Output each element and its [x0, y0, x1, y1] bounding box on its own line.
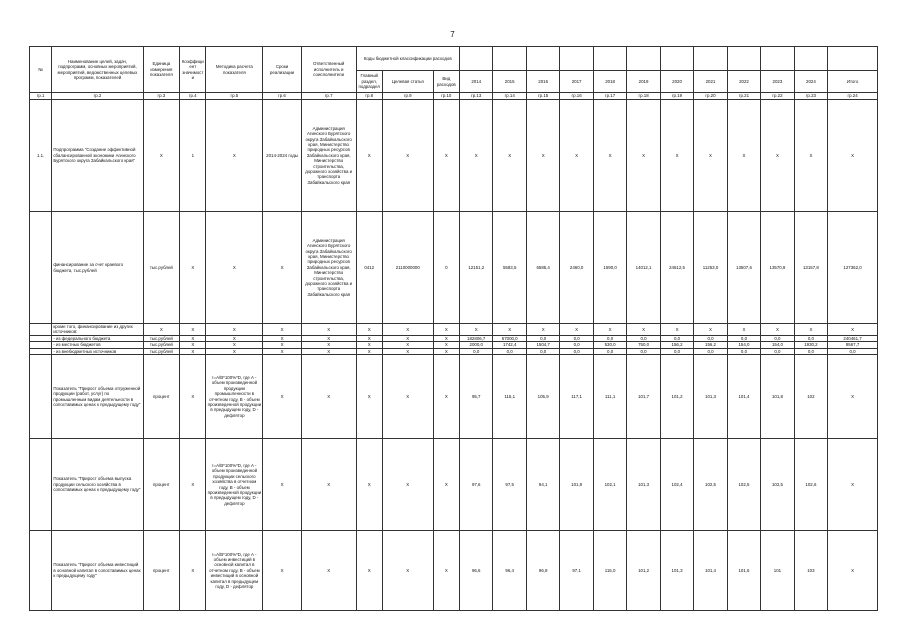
- table-cell: Х: [180, 531, 206, 611]
- header-blank: [794, 47, 827, 71]
- table-row: [30, 531, 878, 611]
- table-cell: 2000,0: [459, 342, 492, 348]
- column-number-cell: гр.24: [828, 93, 878, 100]
- table-cell: Администрация Агинского Бурятского округа Забайкальского края, Министерство природных ресурсов Забайкальского края, Министерство строительства, дорожного хозяйства и транспорта Забайкальского края: [301, 100, 356, 212]
- table-cell: 182806,7: [459, 335, 492, 341]
- table-cell: 95,7: [459, 355, 492, 439]
- table-cell: 115,0: [593, 531, 626, 611]
- table-cell: 101,2: [627, 531, 660, 611]
- table-cell: Х: [493, 324, 526, 336]
- table-cell: Х: [301, 439, 356, 531]
- table-cell: процент: [143, 355, 180, 439]
- table-cell: Х: [263, 439, 302, 531]
- table-cell: Х: [180, 324, 206, 336]
- table-cell: 0,0: [560, 335, 593, 341]
- table-cell: 13507,6: [727, 212, 760, 324]
- table-cell: процент: [143, 439, 180, 531]
- table-cell: 57000,0: [493, 335, 526, 341]
- table-cell: 101,6: [727, 531, 760, 611]
- header-blank: [560, 47, 593, 71]
- table-cell: Х: [560, 324, 593, 336]
- table-cell: 0,0: [493, 348, 526, 354]
- table-cell: Х: [627, 100, 660, 212]
- row-name-cell: кроме того, финансирование из других источников:: [52, 324, 143, 336]
- header-year: 2016: [526, 71, 559, 93]
- row-name-cell: Показатель "Прирост объема отгруженной продукции (работ, услуг) по промышленным видам деятельности в сопоставимых ценах к предыдущему году": [52, 355, 143, 439]
- table-cell: Х: [143, 100, 180, 212]
- table-cell: Х: [526, 100, 559, 212]
- table-cell: Х: [828, 439, 878, 531]
- table-cell: 0,0: [794, 348, 827, 354]
- table-cell: Х: [263, 348, 302, 354]
- table-cell: 0,0: [459, 348, 492, 354]
- table-cell: [30, 439, 52, 531]
- header-year: 2017: [560, 71, 593, 93]
- table-row: [30, 212, 878, 324]
- table-cell: Х: [660, 100, 693, 212]
- table-cell: 117,1: [560, 355, 593, 439]
- header-year: 2021: [694, 71, 727, 93]
- column-number-cell: гр.9: [382, 93, 433, 100]
- column-number-cell: гр.7: [301, 93, 356, 100]
- table-cell: Х: [143, 324, 180, 336]
- column-number-cell: гр.6: [263, 93, 302, 100]
- table-cell: [30, 324, 52, 336]
- header-year: 2018: [593, 71, 626, 93]
- table-cell: Х: [301, 324, 356, 336]
- header-num: №: [30, 47, 52, 93]
- page-number: 7: [450, 30, 455, 39]
- table-cell: Х: [356, 342, 382, 348]
- header-blank: [593, 47, 626, 71]
- header-blank: [493, 47, 526, 71]
- table-cell: 0,0: [526, 348, 559, 354]
- header-blank: [660, 47, 693, 71]
- header-year: 2024: [794, 71, 827, 93]
- table-cell: Х: [263, 355, 302, 439]
- table-cell: 1590,0: [593, 212, 626, 324]
- header-code-type: Вид расходов: [433, 71, 459, 93]
- table-cell: Х: [356, 355, 382, 439]
- table-cell: [30, 355, 52, 439]
- table-cell: Х: [459, 324, 492, 336]
- header-year: 2019: [627, 71, 660, 93]
- header-blank: [761, 47, 794, 71]
- table-cell: 101,3: [694, 355, 727, 439]
- header-budget-codes: Коды бюджетной классификации расходов: [356, 47, 459, 71]
- table-cell: Х: [828, 355, 878, 439]
- table-cell: Х: [356, 348, 382, 354]
- table-cell: 0,0: [526, 335, 559, 341]
- column-number-cell: гр.4: [180, 93, 206, 100]
- table-cell: Х: [828, 324, 878, 336]
- table-cell: Х: [382, 100, 433, 212]
- table-cell: Х: [356, 531, 382, 611]
- table-cell: 101,4: [694, 531, 727, 611]
- row-name-cell: - из местных бюджетов: [52, 342, 143, 348]
- header-blank: [828, 47, 878, 71]
- table-cell: 530,0: [593, 342, 626, 348]
- table-cell: 102,5: [727, 439, 760, 531]
- table-cell: процент: [143, 531, 180, 611]
- table-cell: Х: [694, 100, 727, 212]
- table-cell: Х: [493, 100, 526, 212]
- table-cell: I=A/B*100%*D, где A - объем произведенной продукции сельского хозяйства в отчетном году, B - объем произведенной продукции в предыдущем году, D - дефлятор: [206, 439, 263, 531]
- table-cell: Х: [727, 100, 760, 212]
- table-cell: 0,0: [660, 335, 693, 341]
- table-cell: 127362,0: [828, 212, 878, 324]
- table-cell: Х: [526, 324, 559, 336]
- table-cell: Х: [433, 100, 459, 212]
- header-blank: [459, 47, 492, 71]
- header-name: Наименование целей, задач, подпрограмм, основных мероприятий, мероприятий, ведомственных целевых программ, показателей: [52, 47, 143, 93]
- table-cell: 97,5: [493, 439, 526, 531]
- table-cell: Х: [660, 324, 693, 336]
- table-cell: 11253,0: [694, 212, 727, 324]
- table-cell: 750,0: [627, 342, 660, 348]
- table-cell: Х: [459, 100, 492, 212]
- table-cell: Х: [263, 212, 302, 324]
- header-blank: [526, 47, 559, 71]
- column-number-cell: гр.23: [794, 93, 827, 100]
- column-number-cell: гр.17: [593, 93, 626, 100]
- table-cell: 1742,4: [493, 342, 526, 348]
- table-cell: 6585,4: [526, 212, 559, 324]
- table-cell: тыс.рублей: [143, 335, 180, 341]
- header-code-section: Главный раздел, подраздел: [356, 71, 382, 93]
- table-cell: 101,8: [761, 355, 794, 439]
- table-cell: 102,1: [593, 439, 626, 531]
- table-cell: Х: [356, 439, 382, 531]
- column-number-cell: гр.5: [206, 93, 263, 100]
- table-cell: 102: [794, 355, 827, 439]
- table-cell: 154,0: [761, 342, 794, 348]
- table-cell: 0,0: [560, 342, 593, 348]
- table-cell: Х: [794, 324, 827, 336]
- header-total: Итого: [828, 71, 878, 93]
- table-cell: 101,7: [627, 355, 660, 439]
- table-cell: Х: [433, 439, 459, 531]
- table-cell: Х: [180, 439, 206, 531]
- table-cell: Х: [301, 355, 356, 439]
- header-year: 2014: [459, 71, 492, 93]
- table-cell: Х: [356, 324, 382, 336]
- table-cell: 0,0: [593, 335, 626, 341]
- table-row: [30, 439, 878, 531]
- table-cell: Х: [206, 335, 263, 341]
- table-cell: Х: [382, 439, 433, 531]
- column-number-cell: гр.8: [356, 93, 382, 100]
- table-cell: Х: [382, 324, 433, 336]
- table-cell: 0: [433, 212, 459, 324]
- table-cell: Х: [180, 348, 206, 354]
- table-row: [30, 355, 878, 439]
- column-number-cell: гр.15: [526, 93, 559, 100]
- table-cell: Х: [301, 348, 356, 354]
- table-cell: 0,0: [828, 348, 878, 354]
- table-cell: 101: [761, 531, 794, 611]
- program-table: [29, 46, 878, 611]
- table-cell: Х: [694, 324, 727, 336]
- column-number-cell: гр.22: [761, 93, 794, 100]
- table-cell: Х: [382, 335, 433, 341]
- table-cell: Х: [356, 100, 382, 212]
- column-number-cell: гр.16: [560, 93, 593, 100]
- header-responsible: Ответственный исполнитель и соисполнители: [301, 47, 356, 93]
- table-cell: 102,4: [660, 439, 693, 531]
- table-cell: 14012,1: [627, 212, 660, 324]
- table-cell: 154,0: [727, 342, 760, 348]
- column-number-cell: гр.19: [660, 93, 693, 100]
- table-cell: Х: [433, 531, 459, 611]
- table-cell: 102,6: [794, 439, 827, 531]
- row-name-cell: Подпрограмма "Создание эффективной сбалансированной экономики Агинского Бурятского округа Забайкальского края": [52, 100, 143, 212]
- table-cell: Х: [382, 531, 433, 611]
- table-cell: 1930,2: [794, 342, 827, 348]
- table-cell: 0,0: [627, 335, 660, 341]
- table-cell: Х: [206, 342, 263, 348]
- table-cell: 0,0: [794, 335, 827, 341]
- table-cell: Х: [382, 355, 433, 439]
- table-cell: 9567,7: [828, 342, 878, 348]
- table-cell: Х: [433, 355, 459, 439]
- column-number-cell: гр.2: [52, 93, 143, 100]
- table-cell: 97,6: [459, 439, 492, 531]
- table-cell: Х: [206, 324, 263, 336]
- table-cell: [30, 212, 52, 324]
- table-cell: Х: [382, 348, 433, 354]
- table-cell: 2110000000: [382, 212, 433, 324]
- table-cell: 111,1: [593, 355, 626, 439]
- table-cell: 0412: [356, 212, 382, 324]
- table-cell: 2460,0: [560, 212, 593, 324]
- header-year: 2023: [761, 71, 794, 93]
- table-cell: 5583,5: [493, 212, 526, 324]
- column-number-cell: гр.13: [459, 93, 492, 100]
- table-cell: Х: [206, 100, 263, 212]
- table-cell: Х: [180, 335, 206, 341]
- table-cell: тыс.рублей: [143, 342, 180, 348]
- table-cell: Х: [828, 100, 878, 212]
- table-cell: 0,0: [660, 348, 693, 354]
- header-period: Сроки реализации: [263, 47, 302, 93]
- table-cell: 13570,9: [761, 212, 794, 324]
- table-cell: Х: [180, 212, 206, 324]
- table-cell: 105,9: [526, 355, 559, 439]
- table-cell: 0,0: [593, 348, 626, 354]
- table-cell: Х: [627, 324, 660, 336]
- table-cell: Х: [433, 324, 459, 336]
- table-cell: 12151,2: [459, 212, 492, 324]
- table-cell: 101,3: [660, 531, 693, 611]
- table-cell: Х: [263, 342, 302, 348]
- table-cell: 1.1.: [30, 100, 52, 212]
- table-cell: 103: [794, 531, 827, 611]
- table-cell: 240461,7: [828, 335, 878, 341]
- column-number-cell: гр.21: [727, 93, 760, 100]
- table-cell: 101,4: [727, 355, 760, 439]
- table-cell: [30, 531, 52, 611]
- header-code-target: Целевая статья: [382, 71, 433, 93]
- table-cell: Х: [301, 531, 356, 611]
- column-number-cell: гр.3: [143, 93, 180, 100]
- row-name-cell: Показатель "Прирост объема выпуска продукции сельского хозяйства в сопоставимых ценах к предыдущему году": [52, 439, 143, 531]
- row-name-cell: - из внебюджетных источников: [52, 348, 143, 354]
- table-cell: 0,0: [694, 348, 727, 354]
- table-cell: Администрация Агинского Бурятского округа Забайкальского края, Министерство природных ресурсов Забайкальского края, Министерство строительства, дорожного хозяйства и транспорта Забайкальского края: [301, 212, 356, 324]
- header-blank: [627, 47, 660, 71]
- column-number-cell: гр.18: [627, 93, 660, 100]
- header-coefficient: Коэффициент значимости: [180, 47, 206, 93]
- table-cell: 102,5: [761, 439, 794, 531]
- table-cell: 96,6: [459, 531, 492, 611]
- column-number-cell: гр.14: [493, 93, 526, 100]
- table-cell: тыс.рублей: [143, 348, 180, 354]
- table-row: [30, 100, 878, 212]
- table-cell: 0,0: [627, 348, 660, 354]
- column-number-cell: гр.20: [694, 93, 727, 100]
- header-unit: Единица измерения показателя: [143, 47, 180, 93]
- table-cell: 0,0: [761, 335, 794, 341]
- table-cell: 156,2: [694, 342, 727, 348]
- header-method: Методика расчета показателя: [206, 47, 263, 93]
- table-cell: Х: [761, 324, 794, 336]
- header-year: 2022: [727, 71, 760, 93]
- table-cell: 24612,5: [660, 212, 693, 324]
- table-cell: 0,0: [727, 335, 760, 341]
- table-cell: Х: [794, 100, 827, 212]
- column-number-cell: гр.10: [433, 93, 459, 100]
- row-name-cell: - из федерального бюджета: [52, 335, 143, 341]
- table-cell: 97,1: [560, 531, 593, 611]
- table-cell: Х: [727, 324, 760, 336]
- table-cell: Х: [433, 348, 459, 354]
- table-cell: 101,2: [660, 355, 693, 439]
- table-cell: 115,1: [493, 355, 526, 439]
- table-cell: 0,0: [727, 348, 760, 354]
- column-number-cell: гр.1: [30, 93, 52, 100]
- table-cell: Х: [263, 335, 302, 341]
- row-name-cell: Показатель "Прирост объема инвестиций в основной капитал в сопоставимых ценах к предыдущему году": [52, 531, 143, 611]
- table-cell: тыс.рублей: [143, 212, 180, 324]
- table-cell: Х: [761, 100, 794, 212]
- table-cell: Х: [433, 342, 459, 348]
- table-cell: Х: [301, 335, 356, 341]
- table-cell: Х: [356, 335, 382, 341]
- table-cell: Х: [433, 335, 459, 341]
- table-cell: 96,9: [526, 531, 559, 611]
- table-cell: 1: [180, 100, 206, 212]
- table-cell: 2014-2024 годы: [263, 100, 302, 212]
- table-cell: I=A/B*100%*D, где A - объем инвестиций в основной капитал в отчетном году, B - объем инвестиций в основной капитал в предыдущем году, D - дефлятор: [206, 531, 263, 611]
- table-cell: Х: [382, 342, 433, 348]
- table-cell: Х: [560, 100, 593, 212]
- table-cell: 0,0: [761, 348, 794, 354]
- table-cell: Х: [180, 342, 206, 348]
- table-cell: Х: [301, 342, 356, 348]
- table-cell: 1504,7: [526, 342, 559, 348]
- table-row: [30, 324, 878, 336]
- table-cell: 102,5: [694, 439, 727, 531]
- table-cell: 96,4: [493, 531, 526, 611]
- row-name-cell: финансирование за счет краевого бюджета, тыс.рублей: [52, 212, 143, 324]
- table-cell: Х: [206, 348, 263, 354]
- table-cell: Х: [206, 212, 263, 324]
- table-cell: 156,2: [660, 342, 693, 348]
- header-blank: [727, 47, 760, 71]
- table-cell: 13157,8: [794, 212, 827, 324]
- header-year: 2020: [660, 71, 693, 93]
- table-cell: 0,0: [694, 335, 727, 341]
- table-cell: Х: [180, 355, 206, 439]
- table-cell: Х: [828, 531, 878, 611]
- table-cell: Х: [263, 324, 302, 336]
- table-cell: Х: [593, 324, 626, 336]
- column-numbers-row: [30, 93, 878, 100]
- table-cell: I=A/B*100%*D, где A - объем произведенной продукции промышленности в отчетном году, B - объем произведенной продукции в предыдущем году, D - дефлятор: [206, 355, 263, 439]
- table-cell: Х: [263, 531, 302, 611]
- table-cell: 0,0: [560, 348, 593, 354]
- header-blank: [694, 47, 727, 71]
- table-cell: 101,9: [560, 439, 593, 531]
- table-cell: 94,1: [526, 439, 559, 531]
- table-cell: 101,3: [627, 439, 660, 531]
- table-cell: Х: [593, 100, 626, 212]
- header-year: 2015: [493, 71, 526, 93]
